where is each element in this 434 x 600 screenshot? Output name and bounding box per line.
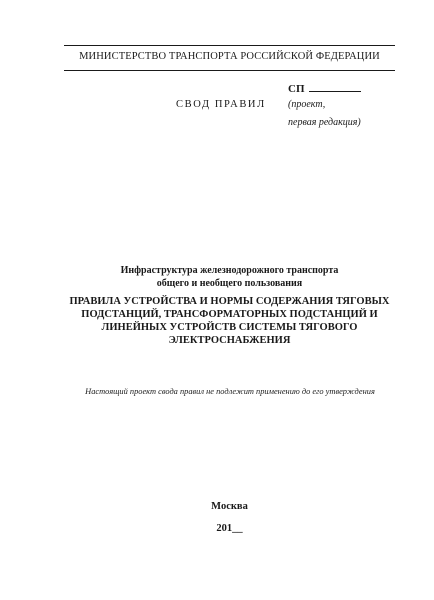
sp-code xyxy=(288,82,361,97)
subtitle-line: общего и необщего пользования xyxy=(156,278,303,289)
draft-status-line-2: первая редакция) xyxy=(288,117,361,128)
document-subtitle xyxy=(64,264,395,290)
approval-notice: Настоящий проект свода правил не подлежит применению до его утверждения xyxy=(85,387,375,396)
title-line: ЭЛЕКТРОСНАБЖЕНИЯ xyxy=(168,335,291,346)
subtitle-line: Инфраструктура железнодорожного транспорта xyxy=(120,265,339,276)
publication-year: 201__ xyxy=(216,523,243,534)
header-bottom-rule xyxy=(64,70,395,71)
title-line: ПРАВИЛА УСТРОЙСТВА И НОРМЫ СОДЕРЖАНИЯ ТЯГОВЫХ xyxy=(69,296,390,307)
sp-code-blank-line xyxy=(309,91,361,92)
publication-city: Москва xyxy=(211,501,248,512)
sp-code-label: СП xyxy=(288,83,305,95)
title-line: ПОДСТАНЦИЙ, ТРАНСФОРМАТОРНЫХ ПОДСТАНЦИЙ И xyxy=(81,309,378,320)
ministry-heading: МИНИСТЕРСТВО ТРАНСПОРТА РОССИЙСКОЙ ФЕДЕРАЦИИ xyxy=(79,51,380,62)
title-line: ЛИНЕЙНЫХ УСТРОЙСТВ СИСТЕМЫ ТЯГОВОГО xyxy=(101,322,358,333)
document-title xyxy=(58,295,401,347)
document-type: СВОД ПРАВИЛ xyxy=(176,99,266,110)
draft-status-line-1: (проект, xyxy=(288,99,326,110)
header-top-rule xyxy=(64,45,395,46)
